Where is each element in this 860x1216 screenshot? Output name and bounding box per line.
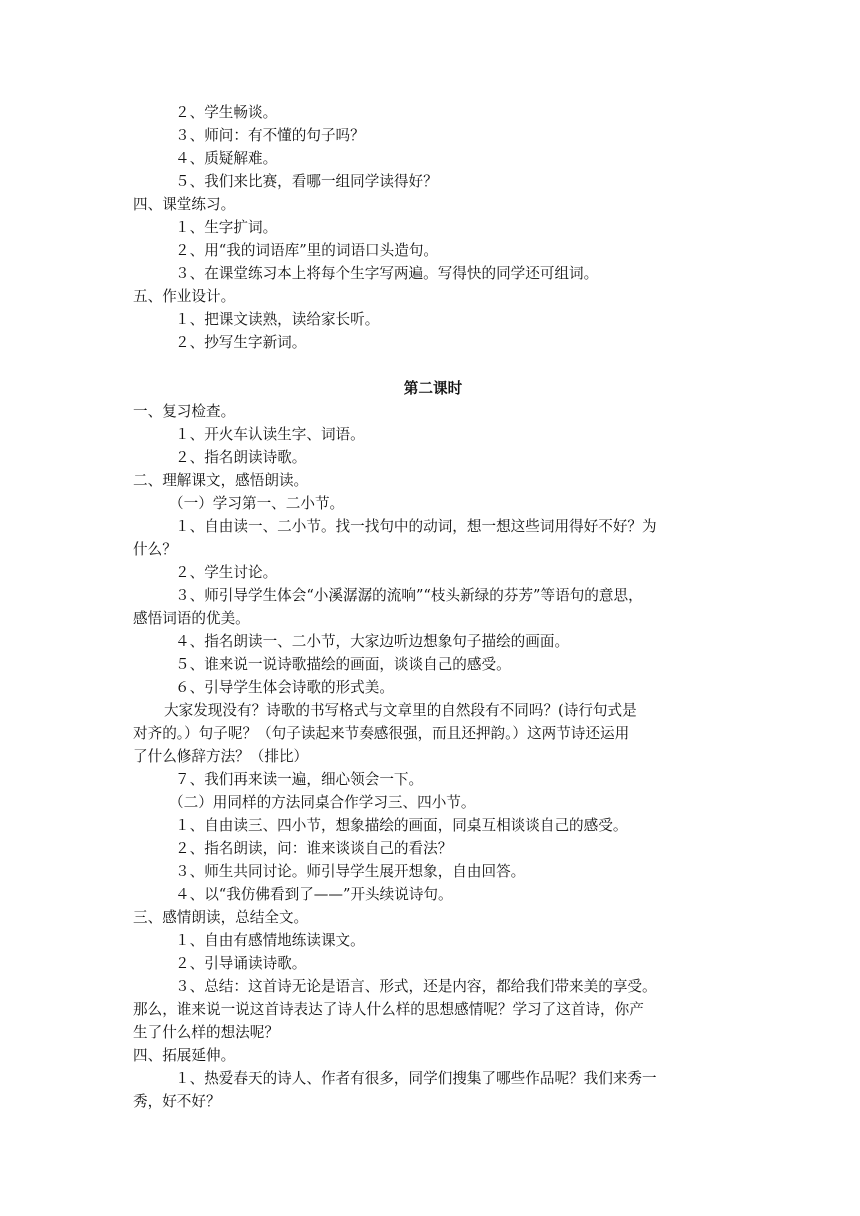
text-line: １、热爱春天的诗人、作者有很多，同学们搜集了哪些作品呢？我们来秀一 bbox=[175, 1070, 657, 1087]
text-line: １、生字扩词。 bbox=[175, 219, 278, 236]
text-line: 大家发现没有？诗歌的书写格式与文章里的自然段有不同吗？(诗行句式是 bbox=[164, 702, 637, 719]
text-line: 了什么修辞方法？（排比） bbox=[133, 748, 309, 765]
text-line: ３、师生共同讨论。师引导学生展开想象，自由回答。 bbox=[175, 863, 526, 880]
text-line: 四、课堂练习。 bbox=[133, 196, 236, 213]
text-line: １、自由读三、四小节，想象描绘的画面，同桌互相谈谈自己的感受。 bbox=[175, 817, 628, 834]
text-line: １、把课文读熟，读给家长听。 bbox=[175, 311, 380, 328]
text-line: １、自由读一、二小节。找一找句中的动词，想一想这些词用得好不好？为 bbox=[175, 518, 657, 535]
text-line: ５、我们来比赛，看哪一组同学读得好？ bbox=[175, 173, 438, 190]
text-line: 一、复习检查。 bbox=[133, 403, 236, 420]
text-line: 感悟词语的优美。 bbox=[133, 610, 250, 627]
text-line: （一）学习第一、二小节。 bbox=[169, 495, 345, 512]
text-line: 那么，谁来说一说这首诗表达了诗人什么样的思想感情呢？学习了这首诗，你产 bbox=[133, 1001, 644, 1018]
text-line: ４、质疑解难。 bbox=[175, 150, 278, 167]
text-line: 五、作业设计。 bbox=[133, 288, 236, 305]
text-line: 生了什么样的想法呢？ bbox=[133, 1024, 279, 1041]
text-line: ３、师问：有不懂的句子吗？ bbox=[175, 127, 365, 144]
text-line: ２、指名朗读诗歌。 bbox=[175, 449, 307, 466]
text-line: 什么？ bbox=[133, 541, 177, 558]
lesson-part-one bbox=[133, 101, 733, 354]
text-line: ２、指名朗读，问：谁来谈谈自己的看法？ bbox=[175, 840, 453, 857]
text-line: ２、抄写生字新词。 bbox=[175, 334, 307, 351]
lesson-part-two bbox=[133, 400, 733, 1113]
text-line: ２、引导诵读诗歌。 bbox=[175, 955, 307, 972]
text-line: ４、以“我仿佛看到了——”开头续说诗句。 bbox=[175, 886, 453, 903]
text-line: ３、总结：这首诗无论是语言、形式，还是内容，都给我们带来美的享受。 bbox=[175, 978, 657, 995]
document-body bbox=[133, 101, 733, 1113]
text-line: ３、在课堂练习本上将每个生字写两遍。写得快的同学还可组词。 bbox=[175, 265, 599, 282]
text-line: 三、感情朗读，总结全文。 bbox=[133, 909, 309, 926]
text-line: ２、学生畅谈。 bbox=[175, 104, 278, 121]
text-line: ２、学生讨论。 bbox=[175, 564, 278, 581]
text-line: ２、用“我的词语库”里的词语口头造句。 bbox=[175, 242, 439, 259]
section-spacer bbox=[133, 354, 733, 377]
text-line: １、开火车认读生字、词语。 bbox=[175, 426, 365, 443]
text-line: ４、指名朗读一、二小节，大家边听边想象句子描绘的画面。 bbox=[175, 633, 570, 650]
text-line: ６、引导学生体会诗歌的形式美。 bbox=[175, 679, 394, 696]
text-line: 二、理解课文，感悟朗读。 bbox=[133, 472, 309, 489]
text-line: １、自由有感情地练读课文。 bbox=[175, 932, 365, 949]
text-line: ５、谁来说一说诗歌描绘的画面，谈谈自己的感受。 bbox=[175, 656, 511, 673]
text-line: ３、师引导学生体会“小溪潺潺的流响”“枝头新绿的芬芳”等语句的意思， bbox=[175, 587, 643, 604]
text-line: 对齐的。）句子呢？（句子读起来节奏感很强，而且还押韵。）这两节诗还运用 bbox=[133, 725, 630, 742]
text-line: 四、拓展延伸。 bbox=[133, 1047, 236, 1064]
text-line: （二）用同样的方法同桌合作学习三、四小节。 bbox=[169, 794, 476, 811]
text-line: 秀，好不好？ bbox=[133, 1093, 221, 1110]
text-line: ７、我们再来读一遍，细心领会一下。 bbox=[175, 771, 424, 788]
section-title: 第二课时 bbox=[403, 380, 463, 397]
